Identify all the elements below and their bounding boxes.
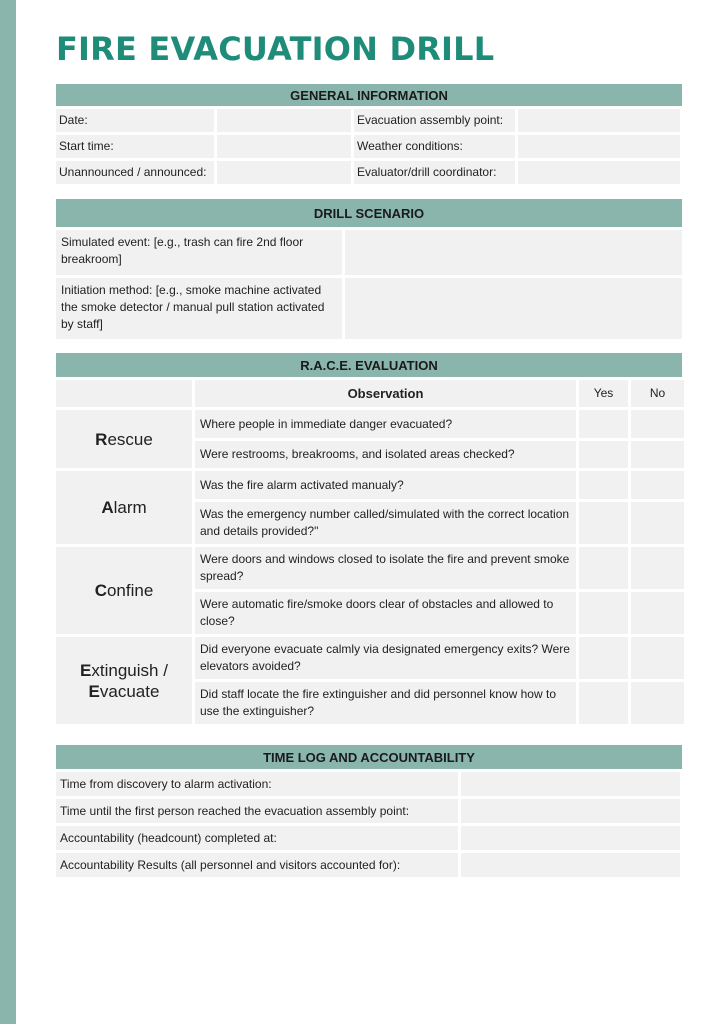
- question-text: Was the emergency number called/simulated with the correct location and details provided?": [195, 502, 576, 544]
- field-label: Unannounced / announced:: [56, 161, 214, 184]
- field-label: Evacuation assembly point:: [354, 109, 515, 132]
- weather-field[interactable]: [518, 135, 680, 158]
- category-initial: A: [101, 498, 114, 517]
- time-log-section: [56, 745, 682, 877]
- start-time-field[interactable]: [217, 135, 351, 158]
- category-rest: xtinguish /: [91, 660, 168, 680]
- yes-checkbox[interactable]: [579, 547, 628, 589]
- category-rest: vacuate: [99, 681, 160, 701]
- announced-field[interactable]: [217, 161, 351, 184]
- race-evaluation-section: [56, 353, 682, 724]
- yes-checkbox[interactable]: [579, 410, 628, 438]
- field-label: Time from discovery to alarm activation:: [56, 772, 458, 796]
- section-header: R.A.C.E. EVALUATION: [56, 353, 682, 377]
- category-extinguish-evacuate: [56, 637, 192, 724]
- observation-column-header: Observation: [195, 380, 576, 407]
- yes-checkbox[interactable]: [579, 637, 628, 679]
- no-checkbox[interactable]: [631, 502, 684, 544]
- yes-checkbox[interactable]: [579, 471, 628, 499]
- accountability-results-field[interactable]: [461, 853, 680, 877]
- category-alarm: [56, 471, 192, 544]
- field-label: Initiation method: [e.g., smoke machine activated the smoke detector / manual pull station activated by staff]: [56, 278, 342, 339]
- no-checkbox[interactable]: [631, 592, 684, 634]
- no-checkbox[interactable]: [631, 637, 684, 679]
- yes-checkbox[interactable]: [579, 441, 628, 468]
- evaluator-field[interactable]: [518, 161, 680, 184]
- no-column-header: No: [631, 380, 684, 407]
- question-text: Did staff locate the fire extinguisher and did personnel know how to use the extinguisher?: [195, 682, 576, 724]
- blank-header-cell: [56, 380, 192, 407]
- category-initial: E: [88, 681, 100, 701]
- drill-scenario-section: [56, 199, 682, 339]
- category-confine: [56, 547, 192, 634]
- date-field[interactable]: [217, 109, 351, 132]
- field-label: Evaluator/drill coordinator:: [354, 161, 515, 184]
- field-label: Accountability (headcount) completed at:: [56, 826, 458, 850]
- category-initial: E: [80, 660, 92, 680]
- no-checkbox[interactable]: [631, 682, 684, 724]
- category-rest: onfine: [106, 581, 154, 600]
- general-information-section: [56, 84, 682, 184]
- section-header: DRILL SCENARIO: [56, 199, 682, 227]
- question-text: Were automatic fire/smoke doors clear of obstacles and allowed to close?: [195, 592, 576, 634]
- no-checkbox[interactable]: [631, 410, 684, 438]
- question-text: Where people in immediate danger evacuated?: [195, 410, 576, 438]
- section-header: TIME LOG AND ACCOUNTABILITY: [56, 745, 682, 769]
- yes-checkbox[interactable]: [579, 592, 628, 634]
- question-text: Were doors and windows closed to isolate the fire and prevent smoke spread?: [195, 547, 576, 589]
- category-rescue: [56, 410, 192, 468]
- page-title: FIRE EVACUATION DRILL: [56, 30, 495, 68]
- no-checkbox[interactable]: [631, 547, 684, 589]
- section-header: GENERAL INFORMATION: [56, 84, 682, 106]
- no-checkbox[interactable]: [631, 441, 684, 468]
- first-person-assembly-field[interactable]: [461, 799, 680, 823]
- simulated-event-field[interactable]: [345, 230, 682, 275]
- field-label: Simulated event: [e.g., trash can fire 2nd floor breakroom]: [56, 230, 342, 275]
- field-label: Time until the first person reached the evacuation assembly point:: [56, 799, 458, 823]
- question-text: Did everyone evacuate calmly via designated emergency exits? Were elevators avoided?: [195, 637, 576, 679]
- category-initial: C: [94, 581, 107, 600]
- no-checkbox[interactable]: [631, 471, 684, 499]
- discovery-to-alarm-field[interactable]: [461, 772, 680, 796]
- field-label: Start time:: [56, 135, 214, 158]
- category-rest: larm: [113, 498, 147, 517]
- initiation-method-field[interactable]: [345, 278, 682, 339]
- side-accent-bar: [0, 0, 16, 1024]
- field-label: Weather conditions:: [354, 135, 515, 158]
- assembly-point-field[interactable]: [518, 109, 680, 132]
- yes-checkbox[interactable]: [579, 682, 628, 724]
- question-text: Were restrooms, breakrooms, and isolated areas checked?: [195, 441, 576, 468]
- category-initial: R: [95, 429, 108, 449]
- headcount-completed-field[interactable]: [461, 826, 680, 850]
- question-text: Was the fire alarm activated manualy?: [195, 471, 576, 499]
- category-rest: escue: [107, 429, 153, 449]
- yes-column-header: Yes: [579, 380, 628, 407]
- field-label: Accountability Results (all personnel and visitors accounted for):: [56, 853, 458, 877]
- field-label: Date:: [56, 109, 214, 132]
- yes-checkbox[interactable]: [579, 502, 628, 544]
